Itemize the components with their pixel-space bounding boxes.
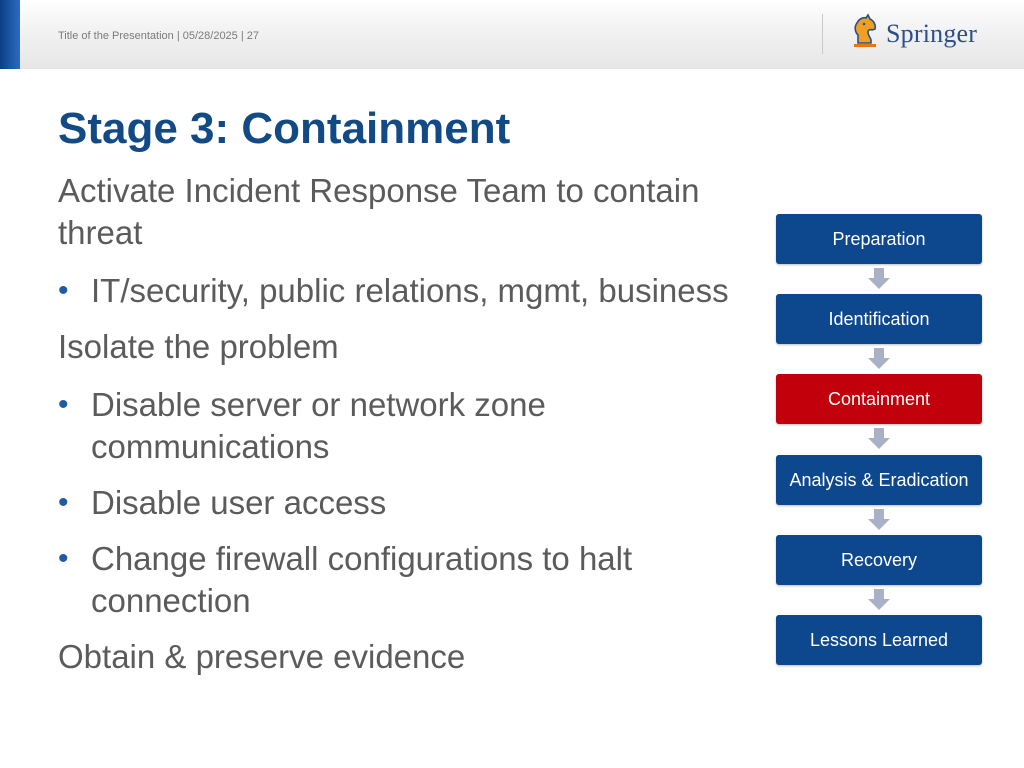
flow-step-preparation: Preparation [776,214,982,264]
flow-step-containment: Containment [776,374,982,424]
down-arrow-icon [867,348,891,370]
slide-title: Stage 3: Containment [58,104,511,153]
bullet-text: Disable user access [91,484,387,521]
bullet-text: Change firewall configurations to halt connection [91,540,633,619]
flow-step-recovery: Recovery [776,535,982,585]
bullet-item [58,482,738,524]
body-line: Isolate the problem [58,328,339,365]
flow-step-lessons-learned: Lessons Learned [776,615,982,665]
header-accent-bar [0,0,20,69]
slide-body [58,170,738,694]
down-arrow-icon [867,428,891,450]
header-divider [822,14,823,54]
slide-header [0,0,1024,69]
down-arrow-icon [867,589,891,611]
bullet-dot: • [58,274,69,307]
springer-logo [850,13,980,53]
body-line: Activate Incident Response Team to contain threat [58,172,700,251]
bullet-text: Disable server or network zone communications [91,386,546,465]
bullet-dot: • [58,486,69,519]
logo-wordmark: Springer [886,19,978,48]
bullet-item [58,538,738,622]
horse-head-icon [850,13,880,51]
header-meta-text: Title of the Presentation | 05/28/2025 | 27 [58,30,259,42]
flow-step-analysis-eradication: Analysis & Eradication [776,455,982,505]
body-line: Obtain & preserve evidence [58,638,466,675]
down-arrow-icon [867,509,891,531]
bullet-item [58,384,738,468]
bullet-item [58,270,738,312]
flow-step-identification: Identification [776,294,982,344]
bullet-text: IT/security, public relations, mgmt, business [91,272,729,309]
down-arrow-icon [867,268,891,290]
bullet-dot: • [58,388,69,421]
bullet-dot: • [58,542,69,575]
